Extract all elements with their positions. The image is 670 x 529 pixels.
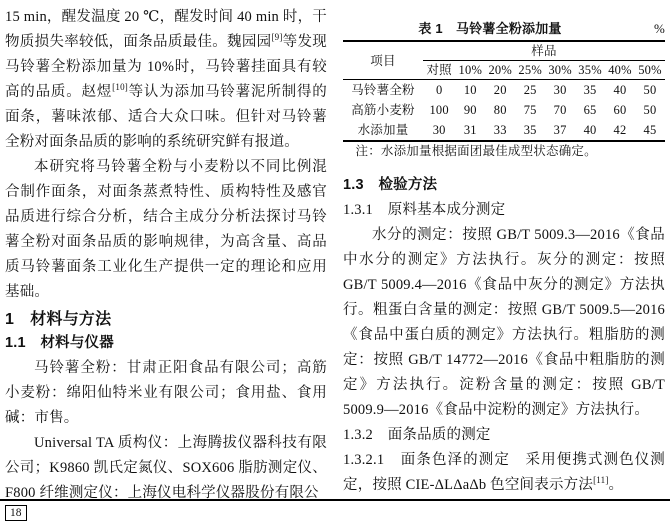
table-cell-value: 90 <box>463 103 477 117</box>
table-row-label: 水添加量 <box>357 123 409 137</box>
table-1-sample-column-header: 10% <box>455 61 485 80</box>
table-cell-value: 0 <box>435 83 443 97</box>
table-cell-value: 30 <box>432 123 446 137</box>
paragraph-study-purpose: 本研究将马铃薯全粉与小麦粉以不同比例混合制作面条，对面条蒸煮特性、质构特性及感官品质进行综合分析，结合主成分分析法探讨马铃薯全粉对面条品质的影响规律，为高含量、高品质马铃薯面条工业化生产提供一定的理论和应用基础。 <box>5 159 327 300</box>
table-cell-value: 33 <box>493 123 507 137</box>
table-1-block <box>343 20 665 161</box>
heading-materials-and-methods: 1 材料与方法 <box>5 311 112 328</box>
table-cell-value: 65 <box>583 103 597 117</box>
table-cell-value: 37 <box>553 123 567 137</box>
table-1-header-item: 项目 <box>343 41 423 80</box>
heading-noodle-quality-determination: 1.3.2 面条品质的测定 <box>343 427 491 443</box>
table-cell-value: 50 <box>643 83 657 97</box>
table-cell-value: 60 <box>613 103 627 117</box>
page-number: 18 <box>5 505 27 521</box>
table-cell-value: 35 <box>523 123 537 137</box>
heading-raw-material-composition: 1.3.1 原料基本成分测定 <box>343 202 506 218</box>
citation-superscript: [11] <box>593 475 609 486</box>
citation-superscript: [9] <box>271 32 283 43</box>
table-row <box>343 100 665 120</box>
heading-materials-and-instruments: 1.1 材料与仪器 <box>5 335 114 351</box>
table-1-unit: % <box>653 21 665 36</box>
table-cell-value: 42 <box>613 123 627 137</box>
table-cell-value: 25 <box>523 83 537 97</box>
table-cell-value: 30 <box>553 83 567 97</box>
paragraph-noodle-color-determination: 1.3.2.1 面条色泽的测定 采用便携式测色仪测定，按照 CIE-ΔLΔaΔb 色空间表示方法[11]。 <box>343 452 665 493</box>
table-1-head <box>343 41 665 80</box>
table-1 <box>343 40 665 142</box>
table-1-sample-column-header: 50% <box>635 61 665 80</box>
table-cell-value: 20 <box>493 83 507 97</box>
table-cell-value: 50 <box>643 103 657 117</box>
table-cell-value: 70 <box>553 103 567 117</box>
right-column <box>343 5 665 506</box>
table-cell-value: 31 <box>463 123 477 137</box>
table-cell-value: 40 <box>583 123 597 137</box>
table-1-header-sample-group: 样品 <box>423 41 665 61</box>
table-cell-value: 45 <box>643 123 657 137</box>
table-1-sample-column-header: 25% <box>515 61 545 80</box>
table-1-header-row-group <box>343 41 665 61</box>
table-cell-value: 100 <box>429 103 449 117</box>
paragraph-materials-sources: 马铃薯全粉：甘肃正阳食品有限公司；高筋小麦粉：绵阳仙特米业有限公司；食用盐、食用碱：市售。 <box>5 360 327 426</box>
table-1-note: 注：水添加量根据面团最佳成型状态确定。 <box>355 144 597 158</box>
table-1-sample-column-header: 20% <box>485 61 515 80</box>
table-cell-value: 40 <box>613 83 627 97</box>
table-1-sample-column-header: 35% <box>575 61 605 80</box>
table-cell-value: 35 <box>583 83 597 97</box>
table-1-caption: 表 1 马铃薯全粉添加量 <box>418 21 562 36</box>
table-1-caption-row <box>343 20 665 38</box>
table-row <box>343 80 665 101</box>
table-row <box>343 120 665 141</box>
heading-test-methods: 1.3 检验方法 <box>343 177 438 193</box>
footer-rule <box>0 499 670 501</box>
table-row-label: 马铃薯全粉 <box>351 83 415 97</box>
left-column <box>5 5 327 506</box>
table-cell-value: 10 <box>463 83 477 97</box>
table-1-sample-column-header: 对照 <box>423 61 455 80</box>
table-1-sample-column-header: 30% <box>545 61 575 80</box>
table-1-body <box>343 80 665 142</box>
table-1-sample-column-header: 40% <box>605 61 635 80</box>
table-row-label: 高筋小麦粉 <box>351 103 415 117</box>
paragraph-proofing-continued: 15 min，醒发温度 20 ℃，醒发时间 40 min 时，干物质损失率较低，面条品质最佳。魏园园[9]等发现马铃薯全粉添加量为 10%时，马铃薯挂面具有较高的品质。赵煜[10]等认为添加马铃薯泥所制得的面条，薯味浓郁、适合大众口味。但针对马铃薯全粉对面条品质的影响的系统研究鲜有报道。 <box>5 9 327 150</box>
table-cell-value: 75 <box>523 103 537 117</box>
citation-superscript: [10] <box>112 82 128 93</box>
paragraph-instruments: Universal TA 质构仪：上海腾拔仪器科技有限公司；K9860 凯氏定氮仪、SOX606 脂肪测定仪、F800 纤维测定仪：上海仪电科学仪器股份有限公 <box>5 435 327 501</box>
paragraph-composition-methods: 水分的测定：按照 GB/T 5009.3—2016《食品中水分的测定》方法执行。灰分的测定：按照 GB/T 5009.4—2016《食品中灰分的测定》方法执行。粗蛋白含量的测定：按照 GB/T 5009.5—2016《食品中蛋白质的测定》方法执行。粗脂肪的测定：按照 GB/T 14772—2016《食品中粗脂肪的测定》方法执行。淀粉含量的测定：按照 GB/T 5009.9—2016《食品中淀粉的测定》方法执行。 <box>343 227 665 418</box>
table-cell-value: 80 <box>493 103 507 117</box>
